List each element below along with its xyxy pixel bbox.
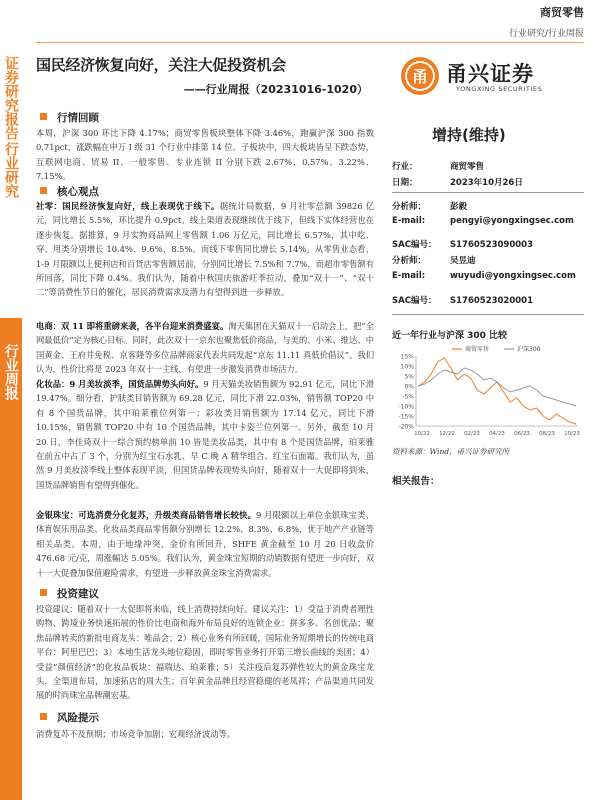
header	[509, 4, 584, 39]
sidebar-label-weekly: 行业周报	[3, 344, 19, 400]
section-heading-review: 行情回顾	[40, 110, 99, 125]
title-sub: ——行业周报（20231016-1020）	[183, 83, 368, 96]
info-industry: 行业： 商贸零售	[392, 162, 485, 172]
bullet-square-icon	[40, 589, 47, 596]
core-paragraph-ecommerce: 电商：双 11 即将重磅来袭，各平台迎来消费盛宴。淘天集团在天猫双十一启动会上，把“全网最低价”定为核心目标。同时，此次双十一京东也聚焦低价商品，与美的、小米、维达、中国黄金、王府井免税、京客隆等多位品牌商家代表共同发起“京东 11.11 真低价倡议”。我们认为，性价比将是 2023 年双十一主线，有望进一步激发消费市场活力。	[36, 321, 374, 375]
core-paragraph-retail: 社零：国民经济恢复向好，线上表现优于线下。据统计局数据，9 月社零总额 39826 亿元，同比增长 5.5%，环比提升 0.9pct。线上渠道表现继续优于线下，但线下实体经营也在逐步恢复。据推算，9 月实物商品网上零售额 1.06 万亿元，同比增长 6.57%，其中吃、穿、用类分别增长 10.4%、9.6%、8.5%。而线下零售同比增长 5.14%。从零售业态看，1-9 月限额以上便利店和百货店零售额居前，分别同比增长 7.5%和 7.7%，而超市零售额有所回落，同比下降 0.4%。我们认为，随着中秋国庆旅游旺季拉动，叠加“双十一”、“双十二”等消费性节日的催化，居民消费需求及潜力有望得到进一步释放。	[36, 201, 374, 298]
y-tick-label: -5%	[402, 393, 414, 401]
sidebar-label-research: 行业研究	[3, 142, 19, 198]
core-paragraph-cosmetics: 化妆品：9 月美妆淡季，国货品牌势头向好。9 月天猫美妆销售额为 92.91 亿元，同比下滑 19.47%。细分看，护肤类目销售额为 69.28 亿元，同比下滑 22.03%，销售额 TOP20 中有 8 个国货品牌，其中珀莱雅位列第一；彩妆类目销售额为 17.14 亿元，同比下滑 10.15%，销售额 TOP20 中有 10 个国货品牌，其中卡姿兰位列第一。另外，截至 10 月 20 日，李佳琦双十一综合预约榜单前 10 皆是美妆品类，其中有 8 个是国货品牌，珀莱雅在前五中占了 3 个，分别为红宝石水乳、早 C 晚 A 精华组合、红宝石面霜。我们认为，虽然 9 月美妆淡季线上整体表现平淡，但国货品牌表现势头向好，随着双十一大促即将到来，国货品牌销售有望得到催化。	[36, 379, 374, 490]
svg-text:甬: 甬	[411, 67, 429, 86]
core-paragraph-jewelry: 金银珠宝：可选消费分化复苏，升级类商品销售增长较快。9 月限额以上单位金银珠宝类、体育娱乐用品类、化妆品类商品零售额分别增长 12.2%、8.3%、6.8%，优于地产产业链等相关品类。本周，由于地缘冲突，金价有所回升，SHFE 黄金截至 10 月 20 日收盘价 476.68 元/克，周涨幅达 5.05%。我们认为，黄金珠宝短期的动销数据有望进一步向好，双十一大促叠加保值避险需求，有望进一步释放黄金珠宝消费需求。	[36, 510, 374, 578]
rating: 增持(维持)	[432, 126, 506, 144]
report-title	[36, 54, 368, 97]
bullet-square-icon	[40, 113, 47, 120]
x-tick-label: 10/22	[414, 431, 430, 437]
company-logo	[400, 56, 580, 96]
info-analyst1: 分析师： 彭毅	[392, 202, 468, 212]
legend-label: 商贸零售	[465, 346, 490, 353]
chart-title: 近一年行业与沪深 300 比较	[392, 331, 508, 341]
advice-paragraph: 投资建议：随着双十一大促即将来临，线上消费持续向好。建议关注：1）受益于消费者理性购物、跨境业务快速拓展的性价比电商和海外布局良好的连锁企业：拼多多、名创优品；聚焦品牌转卖的新批电商龙头：唯品会；2）核心业务有所回暖，国际业务短期增长的传统电商平台：阿里巴巴；3）本地生活龙头地位稳固，即时零售业务打开第三增长曲线的美团；4）受益“颜值经济”的化妆品板块：福瑞达、珀莱雅；5）关注疫后复苏弹性较大的黄金珠宝龙头，全渠道布局，加速拓店的周大生；百年黄金品牌且经营稳健的老凤祥；产品渠道共同发展的时尚珠宝品牌潮宏基。	[36, 604, 374, 701]
y-tick-label: 5%	[404, 373, 414, 381]
info-email1[interactable]: E-mail: pengyi@yongxingsec.com	[392, 216, 574, 226]
sidebar	[0, 0, 22, 800]
info-sac1: SAC编号： S1760523090003	[392, 240, 534, 250]
y-tick-label: -10%	[398, 403, 414, 411]
comparison-line-chart	[392, 342, 584, 442]
logo-text-cn: 甬兴证券	[446, 62, 534, 86]
x-tick-label: 04/23	[489, 431, 505, 437]
y-tick-label: 0%	[404, 383, 414, 391]
header-divider	[36, 42, 584, 43]
x-tick-label: 12/22	[439, 431, 455, 437]
y-tick-label: -15%	[398, 413, 414, 421]
section-heading-risk: 风险提示	[40, 710, 99, 725]
info-divider	[392, 192, 584, 193]
info-divider	[392, 314, 584, 315]
chart-source: 资料来源：Wind，甬兴证券研究所	[392, 447, 510, 456]
bullet-square-icon	[40, 187, 47, 194]
info-date: 日期： 2023年10月26日	[392, 178, 523, 188]
review-paragraph: 本周，沪深 300 环比下降 4.17%；商贸零售板块整体下降 3.46%，跑赢沪深 300 指数 0.71pct，涨跌幅在申万 I 级 31 个行业中排第 14 位。子板块中，四大板块皆呈下跌态势，互联网电商、贸易 II、一般零售、专业连锁 II 分别下跌 2.67%、0.57%、3.22%、7.15%。	[36, 128, 374, 182]
series-line-1	[418, 358, 576, 424]
y-tick-label: -20%	[398, 423, 414, 431]
section-heading-core: 核心观点	[40, 184, 99, 199]
x-tick-label: 10/23	[564, 431, 580, 437]
bullet-square-icon	[40, 713, 47, 720]
x-tick-label: 08/23	[539, 431, 555, 437]
legend-label: 沪深300	[517, 346, 541, 353]
x-tick-label: 02/23	[464, 431, 480, 437]
risk-paragraph: 消费复苏不及预期；市场竞争加剧；宏观经济波动等。	[36, 729, 236, 739]
sidebar-label-report: 证券研究报告	[3, 56, 19, 140]
series-line-2	[418, 368, 576, 406]
info-analyst2: 分析师： 吴昱迪	[392, 256, 476, 266]
y-tick-label: 10%	[400, 363, 414, 371]
y-tick-label: 15%	[400, 353, 414, 361]
info-sac2: SAC编号： S1760523020001	[392, 296, 534, 306]
section-heading-advice: 投资建议	[40, 586, 99, 601]
header-industry: 商贸零售	[540, 6, 584, 19]
info-email2[interactable]: E-mail: wuyudi@yongxingsec.com	[392, 271, 576, 281]
header-subtitle: 行业研究/行业周报	[508, 29, 584, 39]
title-main: 国民经济恢复向好，关注大促投资机会	[36, 56, 286, 74]
logo-mark-icon	[400, 56, 440, 96]
x-tick-label: 06/23	[514, 431, 530, 437]
logo-text-en: YONGXING SECURITIES	[456, 85, 543, 93]
related-reports: 相关报告：	[392, 476, 440, 487]
